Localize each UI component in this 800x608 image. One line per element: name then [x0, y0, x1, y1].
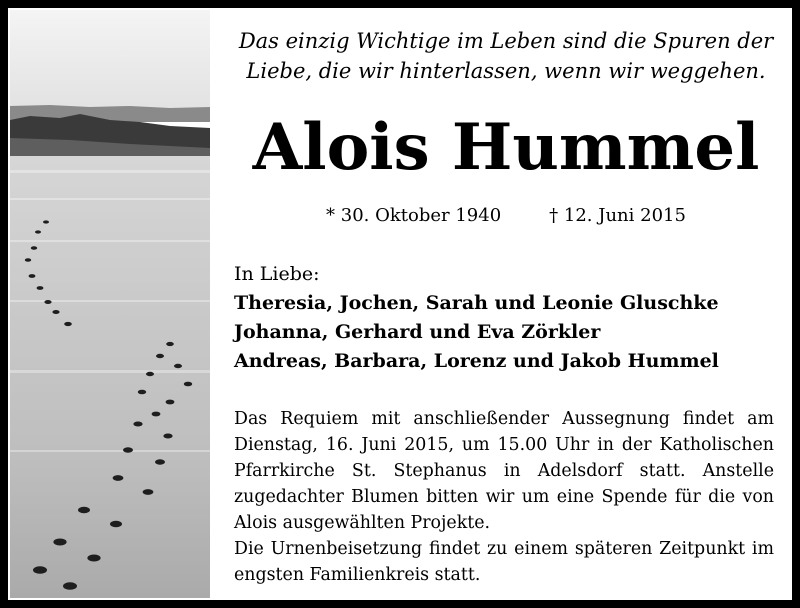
mourners-intro: In Liebe: — [234, 263, 320, 285]
deceased-name: Alois Hummel — [252, 110, 760, 185]
life-dates — [230, 204, 782, 228]
requiem-paragraph: Das Requiem mit anschließender Aussegnung findet am Dienstag, 16. Juni 2015, um 15.00 Uhr in der Katholischen Pfarrkirche St. Stephanus in Adelsdorf statt. Anstelle zugedachter Blumen bitten wir um eine Spende für die von Alois ausgewählten Projekte. — [234, 409, 774, 533]
footprints-in-sand-photo — [10, 10, 210, 598]
burial-paragraph: Die Urnenbeisetzung findet zu einem späteren Zeitpunkt im engsten Familienkreis statt. — [234, 539, 774, 585]
mourners-line: Johanna, Gerhard und Eva Zörkler — [234, 321, 601, 343]
mourners-line: Theresia, Jochen, Sarah und Leonie Gluschke — [234, 292, 719, 314]
death-date: † 12. Juni 2015 — [549, 205, 686, 226]
motto-line: Das einzig Wichtige im Leben sind die Spuren der — [238, 29, 774, 53]
mourners-list — [234, 260, 786, 376]
motto-line: Liebe, die wir hinterlassen, wenn wir weggehen. — [246, 59, 766, 83]
motto-quote — [230, 26, 782, 86]
service-notice — [234, 406, 774, 588]
mourners-line: Andreas, Barbara, Lorenz und Jakob Hummel — [234, 350, 719, 372]
birth-date: * 30. Oktober 1940 — [326, 205, 502, 226]
